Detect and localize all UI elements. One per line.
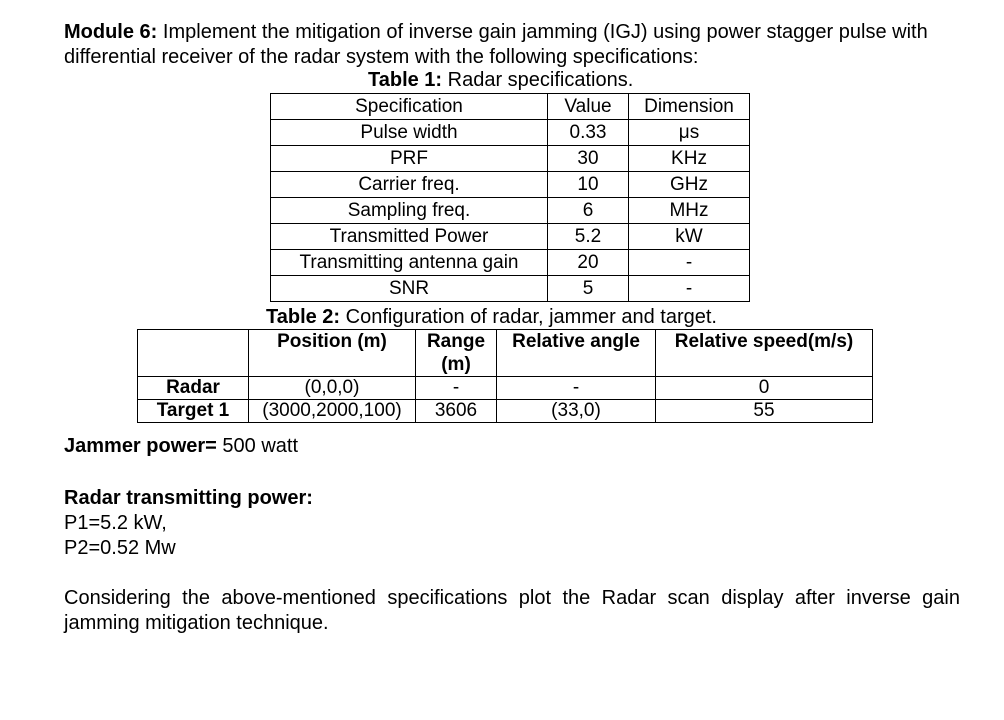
cell-relative-angle: - xyxy=(497,377,656,400)
power-p2: P2=0.52 Mw xyxy=(64,537,176,559)
jammer-power-label: Jammer power= xyxy=(64,435,217,457)
table-row xyxy=(138,377,873,400)
cell-range: - xyxy=(416,377,497,400)
module-text: Implement the mitigation of inverse gain jamming (IGJ) using power stagger pulse with differential receiver of the radar system with the following specifications: xyxy=(64,21,928,68)
table-header-row xyxy=(271,94,750,120)
table-row xyxy=(271,198,750,224)
table-row xyxy=(271,224,750,250)
spec-value: 30 xyxy=(548,146,629,172)
spec-value: 5 xyxy=(548,276,629,302)
table-row xyxy=(271,146,750,172)
jammer-power xyxy=(64,434,298,458)
spec-value: 5.2 xyxy=(548,224,629,250)
power-label: Radar transmitting power: xyxy=(64,487,313,509)
table-row xyxy=(271,276,750,302)
spec-name: Pulse width xyxy=(271,120,548,146)
header-range: Range (m) xyxy=(416,330,497,377)
table-row xyxy=(271,250,750,276)
table2-caption xyxy=(266,305,717,329)
spec-dimension: KHz xyxy=(629,146,750,172)
spec-value: 10 xyxy=(548,172,629,198)
spec-name: PRF xyxy=(271,146,548,172)
cell-range: 3606 xyxy=(416,400,497,423)
module-intro xyxy=(64,20,964,70)
spec-dimension: MHz xyxy=(629,198,750,224)
table-row xyxy=(138,400,873,423)
spec-dimension: kW xyxy=(629,224,750,250)
spec-value: 0.33 xyxy=(548,120,629,146)
row-label: Radar xyxy=(138,377,249,400)
spec-name: Carrier freq. xyxy=(271,172,548,198)
jammer-power-value: 500 watt xyxy=(222,435,299,457)
header-relative-angle: Relative angle xyxy=(497,330,656,377)
header-relative-speed: Relative speed(m/s) xyxy=(656,330,873,377)
spec-name: Transmitting antenna gain xyxy=(271,250,548,276)
spec-dimension: - xyxy=(629,250,750,276)
row-label: Target 1 xyxy=(138,400,249,423)
table1-caption-text: Radar specifications. xyxy=(447,69,634,91)
table2-caption-label: Table 2: xyxy=(266,306,341,328)
table-header-row xyxy=(138,330,873,377)
spec-value: 6 xyxy=(548,198,629,224)
radar-specifications-table xyxy=(270,93,750,302)
spec-dimension: GHz xyxy=(629,172,750,198)
cell-position: (3000,2000,100) xyxy=(249,400,416,423)
header-dimension: Dimension xyxy=(629,94,750,120)
header-position: Position (m) xyxy=(249,330,416,377)
table1-caption-label: Table 1: xyxy=(368,69,443,91)
table-row xyxy=(271,172,750,198)
module-label: Module 6: xyxy=(64,21,158,43)
cell-relative-speed: 0 xyxy=(656,377,873,400)
spec-name: SNR xyxy=(271,276,548,302)
table1-caption xyxy=(368,68,633,92)
cell-relative-angle: (33,0) xyxy=(497,400,656,423)
question-text: Considering the above-mentioned specifications plot the Radar scan display after inverse gain jamming mitigation technique. xyxy=(64,587,960,634)
power-p1: P1=5.2 kW, xyxy=(64,512,167,534)
spec-dimension: - xyxy=(629,276,750,302)
cell-relative-speed: 55 xyxy=(656,400,873,423)
spec-value: 20 xyxy=(548,250,629,276)
configuration-table xyxy=(137,329,873,423)
cell-position: (0,0,0) xyxy=(249,377,416,400)
spec-dimension: μs xyxy=(629,120,750,146)
header-specification: Specification xyxy=(271,94,548,120)
spec-name: Transmitted Power xyxy=(271,224,548,250)
table-row xyxy=(271,120,750,146)
radar-transmitting-power xyxy=(64,486,313,561)
spec-name: Sampling freq. xyxy=(271,198,548,224)
header-value: Value xyxy=(548,94,629,120)
header-blank xyxy=(138,330,249,377)
table2-caption-text: Configuration of radar, jammer and target. xyxy=(345,306,717,328)
